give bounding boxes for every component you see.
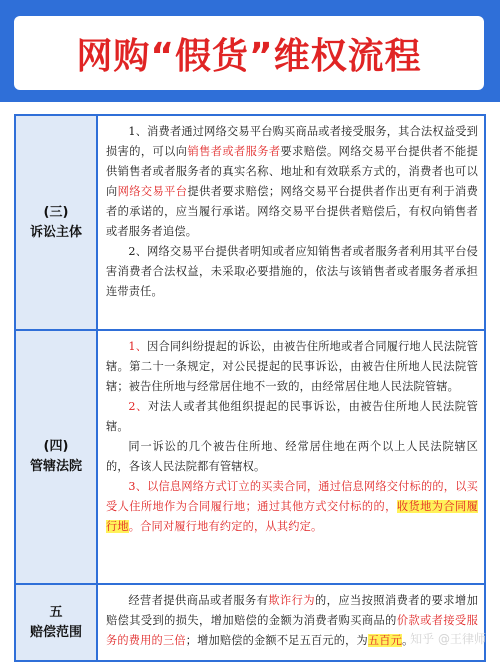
section-label — [16, 585, 98, 660]
section-label — [16, 331, 98, 583]
paragraph — [106, 437, 478, 477]
section-name: 赔偿范围 — [29, 624, 82, 640]
section-content — [98, 585, 484, 660]
text-run: 的，应当按照消费者的要求增加赔偿其受到的损失，增加赔偿的金额为消费者购买商品的 — [106, 594, 478, 627]
title-banner — [0, 0, 500, 102]
paragraph — [106, 477, 478, 537]
watermark: 知乎 @王律师 — [410, 632, 486, 646]
section-label — [16, 116, 98, 329]
text-run: 2、 — [128, 400, 148, 413]
section-row-litigation-subject — [16, 116, 484, 329]
text-run: 网络交易平台 — [117, 185, 188, 198]
text-run: 同一诉讼的几个被告住所地、经常居住地在两个以上人民法院辖区的，各该人民法院都有管辖权。 — [106, 440, 478, 473]
text-run: 经营者提供商品或者服务有 — [128, 594, 269, 607]
title-box — [14, 16, 484, 90]
paragraph — [106, 242, 478, 302]
paragraph — [106, 337, 478, 397]
text-run: 1、 — [128, 340, 148, 353]
info-table — [14, 114, 486, 662]
text-run: 。 — [402, 634, 414, 647]
section-number: 五 — [49, 604, 63, 620]
text-run: ；增加赔偿的金额不足五百元的，为 — [185, 634, 368, 647]
section-number: (三) — [43, 204, 69, 220]
section-name: 诉讼主体 — [29, 224, 82, 240]
paragraph — [106, 122, 478, 242]
text-run: 欺诈行为 — [268, 594, 315, 607]
paragraph — [106, 397, 478, 437]
text-run: 价款或者接受服务的费用的三倍 — [106, 614, 478, 647]
text-run: 2、网络交易平台提供者明知或者应知销售者或者服务者利用其平台侵害消费者合法权益，未采取必要措施的，依法与该销售者或者服务者承担连带责任。 — [106, 245, 478, 298]
section-row-compensation-scope — [16, 583, 484, 660]
section-content — [98, 116, 484, 329]
text-run: 因合同纠纷提起的诉讼，由被告住所地或者合同履行地人民法院管辖。第二十一条规定，对公民提起的民事诉讼，由被告住所地人民法院管辖；被告住所地与经常居住地不一致的，由经常居住地人民法院管辖。 — [106, 340, 478, 393]
text-run: 1、消费者通过网络交易平台购买商品或者接受服务，其合法权益受到损害的，可以向 — [106, 125, 478, 158]
text-run: 提供者要求赔偿；网络交易平台提供者作出更有利于消费者的承诺的，应当履行承诺。网络交易平台提供者赔偿后，有权向销售者或者服务者追偿。 — [106, 185, 478, 238]
text-run: 3、以信息网络方式订立的买卖合同，通过信息网络交付标的的，以买受人住所地作为合同履行地；通过其他方式交付标的的， — [106, 480, 478, 513]
section-content — [98, 331, 484, 583]
text-run: 五百元 — [367, 634, 403, 647]
section-number: (四) — [43, 439, 69, 454]
section-name: 管辖法院 — [29, 459, 82, 474]
text-run: 对法人或者其他组织提起的民事诉讼，由被告住所地人民法院管辖。 — [106, 400, 478, 433]
text-run: 收货地为合同履行地 — [106, 500, 478, 533]
section-row-jurisdiction — [16, 329, 484, 583]
text-run: 。合同对履行地有约定的，从其约定。 — [128, 520, 323, 533]
page-title: 网购“假货”维权流程 — [76, 35, 422, 77]
text-run: 销售者或者服务者 — [187, 145, 281, 158]
text-run: 要求赔偿。网络交易平台提供者不能提供销售者或者服务者的真实名称、地址和有效联系方式的，消费者也可以向 — [106, 145, 478, 198]
